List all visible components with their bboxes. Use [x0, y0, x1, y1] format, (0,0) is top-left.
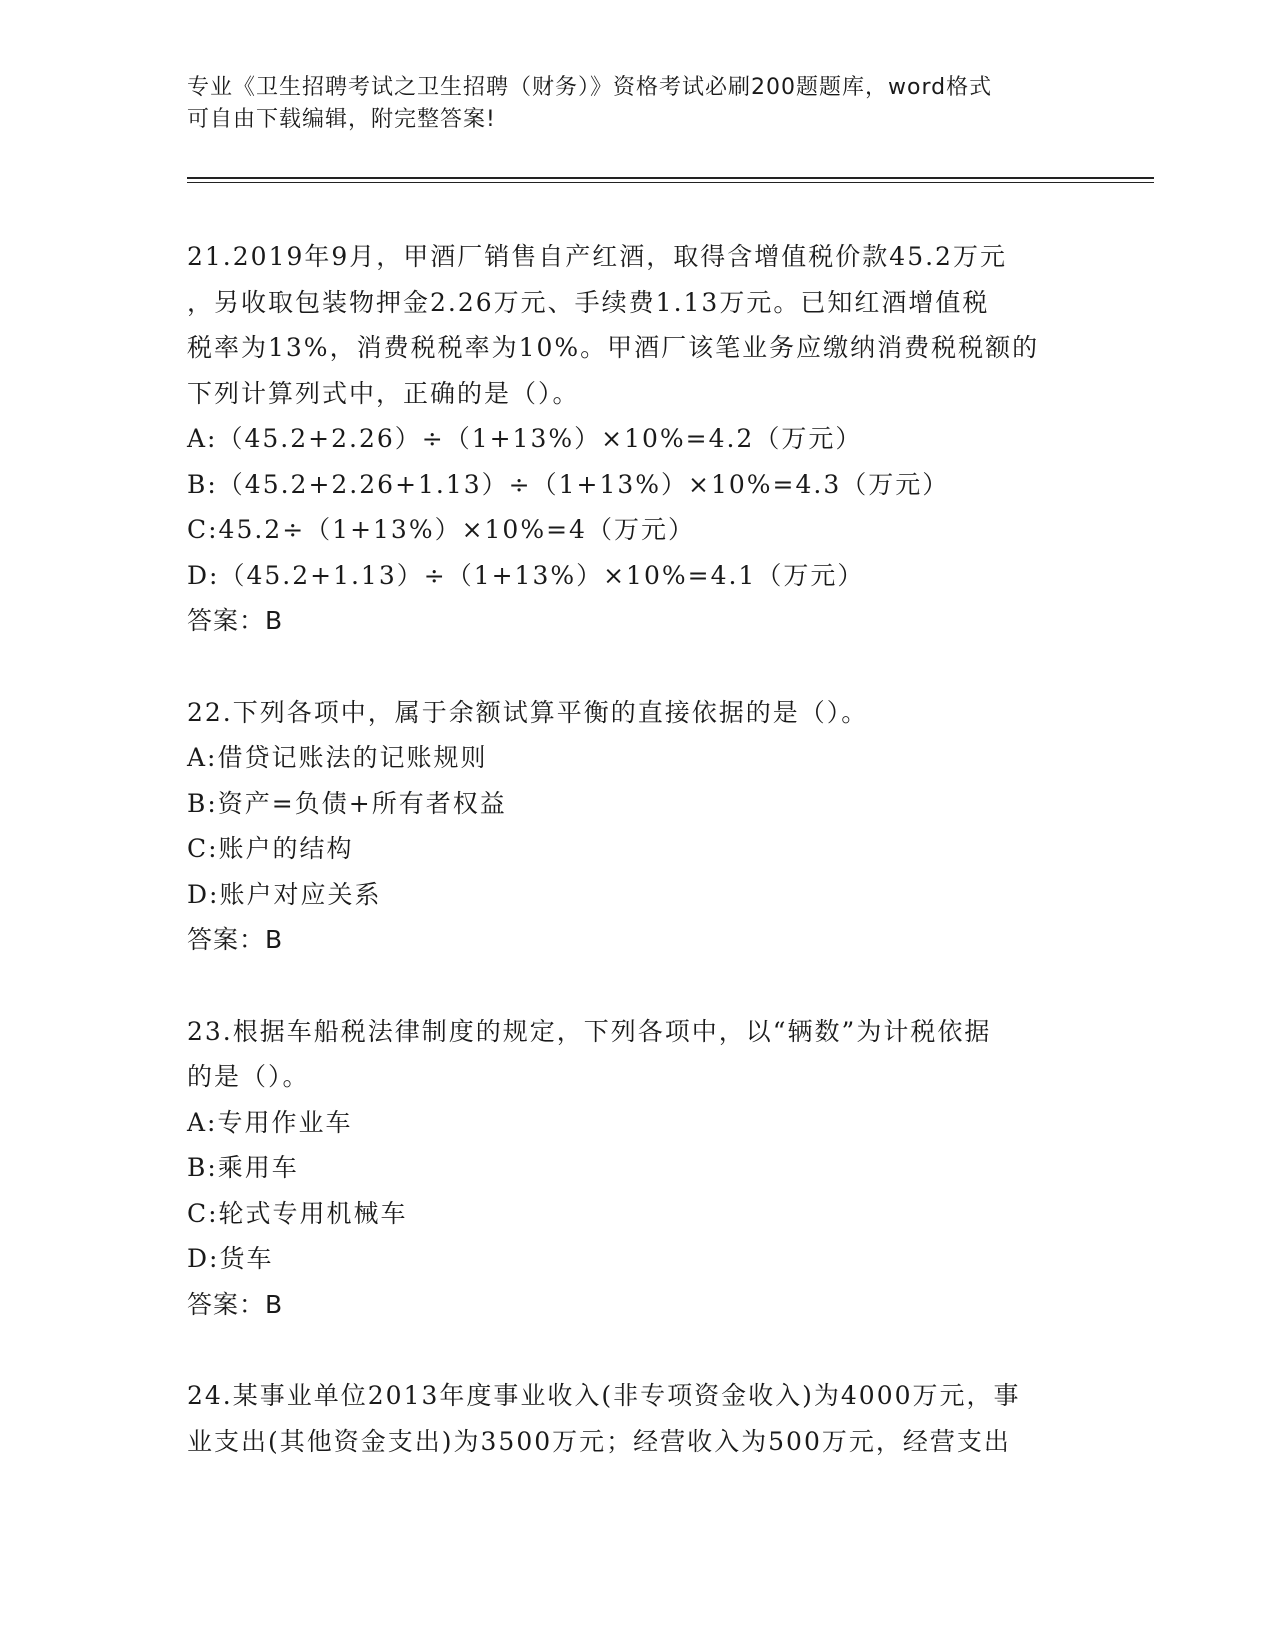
question-text-line: 业支出(其他资金支出)为3500万元；经营收入为500万元，经营支出	[187, 1426, 1011, 1456]
spacer	[187, 1327, 1077, 1373]
spacer	[187, 644, 1077, 690]
question-21	[187, 234, 1077, 644]
question-text-line: 23.根据车船税法律制度的规定，下列各项中，以“辆数”为计税依据	[187, 1016, 992, 1046]
question-text-line: 21.2019年9月，甲酒厂销售自产红酒，取得含增值税价款45.2万元	[187, 242, 1007, 271]
question-text-line: 下列计算列式中，正确的是（）。	[187, 378, 580, 408]
spacer	[187, 963, 1077, 1009]
option-d: D:（45.2+1.13）÷（1+13%）×10%=4.1（万元）	[187, 560, 865, 590]
answer-text: 答案：B	[187, 925, 284, 954]
question-text-line: 24.某事业单位2013年度事业收入(非专项资金收入)为4000万元，事	[187, 1381, 1021, 1410]
header-divider-thin	[187, 182, 1154, 183]
header-line-1: 专业《卫生招聘考试之卫生招聘（财务）》资格考试必刷200题题库，word格式	[187, 75, 993, 100]
option-a: A:专用作业车	[187, 1107, 353, 1137]
header-line-2: 可自由下载编辑，附完整答案!	[187, 107, 496, 132]
question-list	[187, 234, 1077, 1464]
option-d: D:货车	[187, 1244, 274, 1273]
answer-text: 答案：B	[187, 1289, 284, 1319]
question-24	[187, 1373, 1077, 1464]
document-header	[187, 72, 1067, 136]
option-a: A:借贷记账法的记账规则	[187, 743, 488, 772]
question-text-line: 的是（）。	[187, 1062, 310, 1091]
answer-text: 答案：B	[187, 606, 284, 635]
option-c: C:45.2÷（1+13%）×10%=4（万元）	[187, 515, 695, 544]
question-text-line: ，另收取包装物押金2.26万元、手续费1.13万元。已知红酒增值税	[187, 287, 990, 317]
header-divider-thick	[187, 177, 1154, 179]
option-c: C:轮式专用机械车	[187, 1198, 408, 1228]
question-text-line: 22.下列各项中，属于余额试算平衡的直接依据的是（）。	[187, 697, 869, 727]
question-22	[187, 690, 1077, 963]
option-c: C:账户的结构	[187, 834, 354, 863]
question-23	[187, 1009, 1077, 1328]
option-b: B:资产=负债+所有者权益	[187, 788, 507, 818]
option-d: D:账户对应关系	[187, 879, 382, 909]
option-a: A:（45.2+2.26）÷（1+13%）×10%=4.2（万元）	[187, 424, 863, 453]
option-b: B:（45.2+2.26+1.13）÷（1+13%）×10%=4.3（万元）	[187, 469, 950, 499]
question-text-line: 税率为13%，消费税税率为10%。甲酒厂该笔业务应缴纳消费税税额的	[187, 333, 1040, 362]
option-b: B:乘用车	[187, 1153, 299, 1182]
